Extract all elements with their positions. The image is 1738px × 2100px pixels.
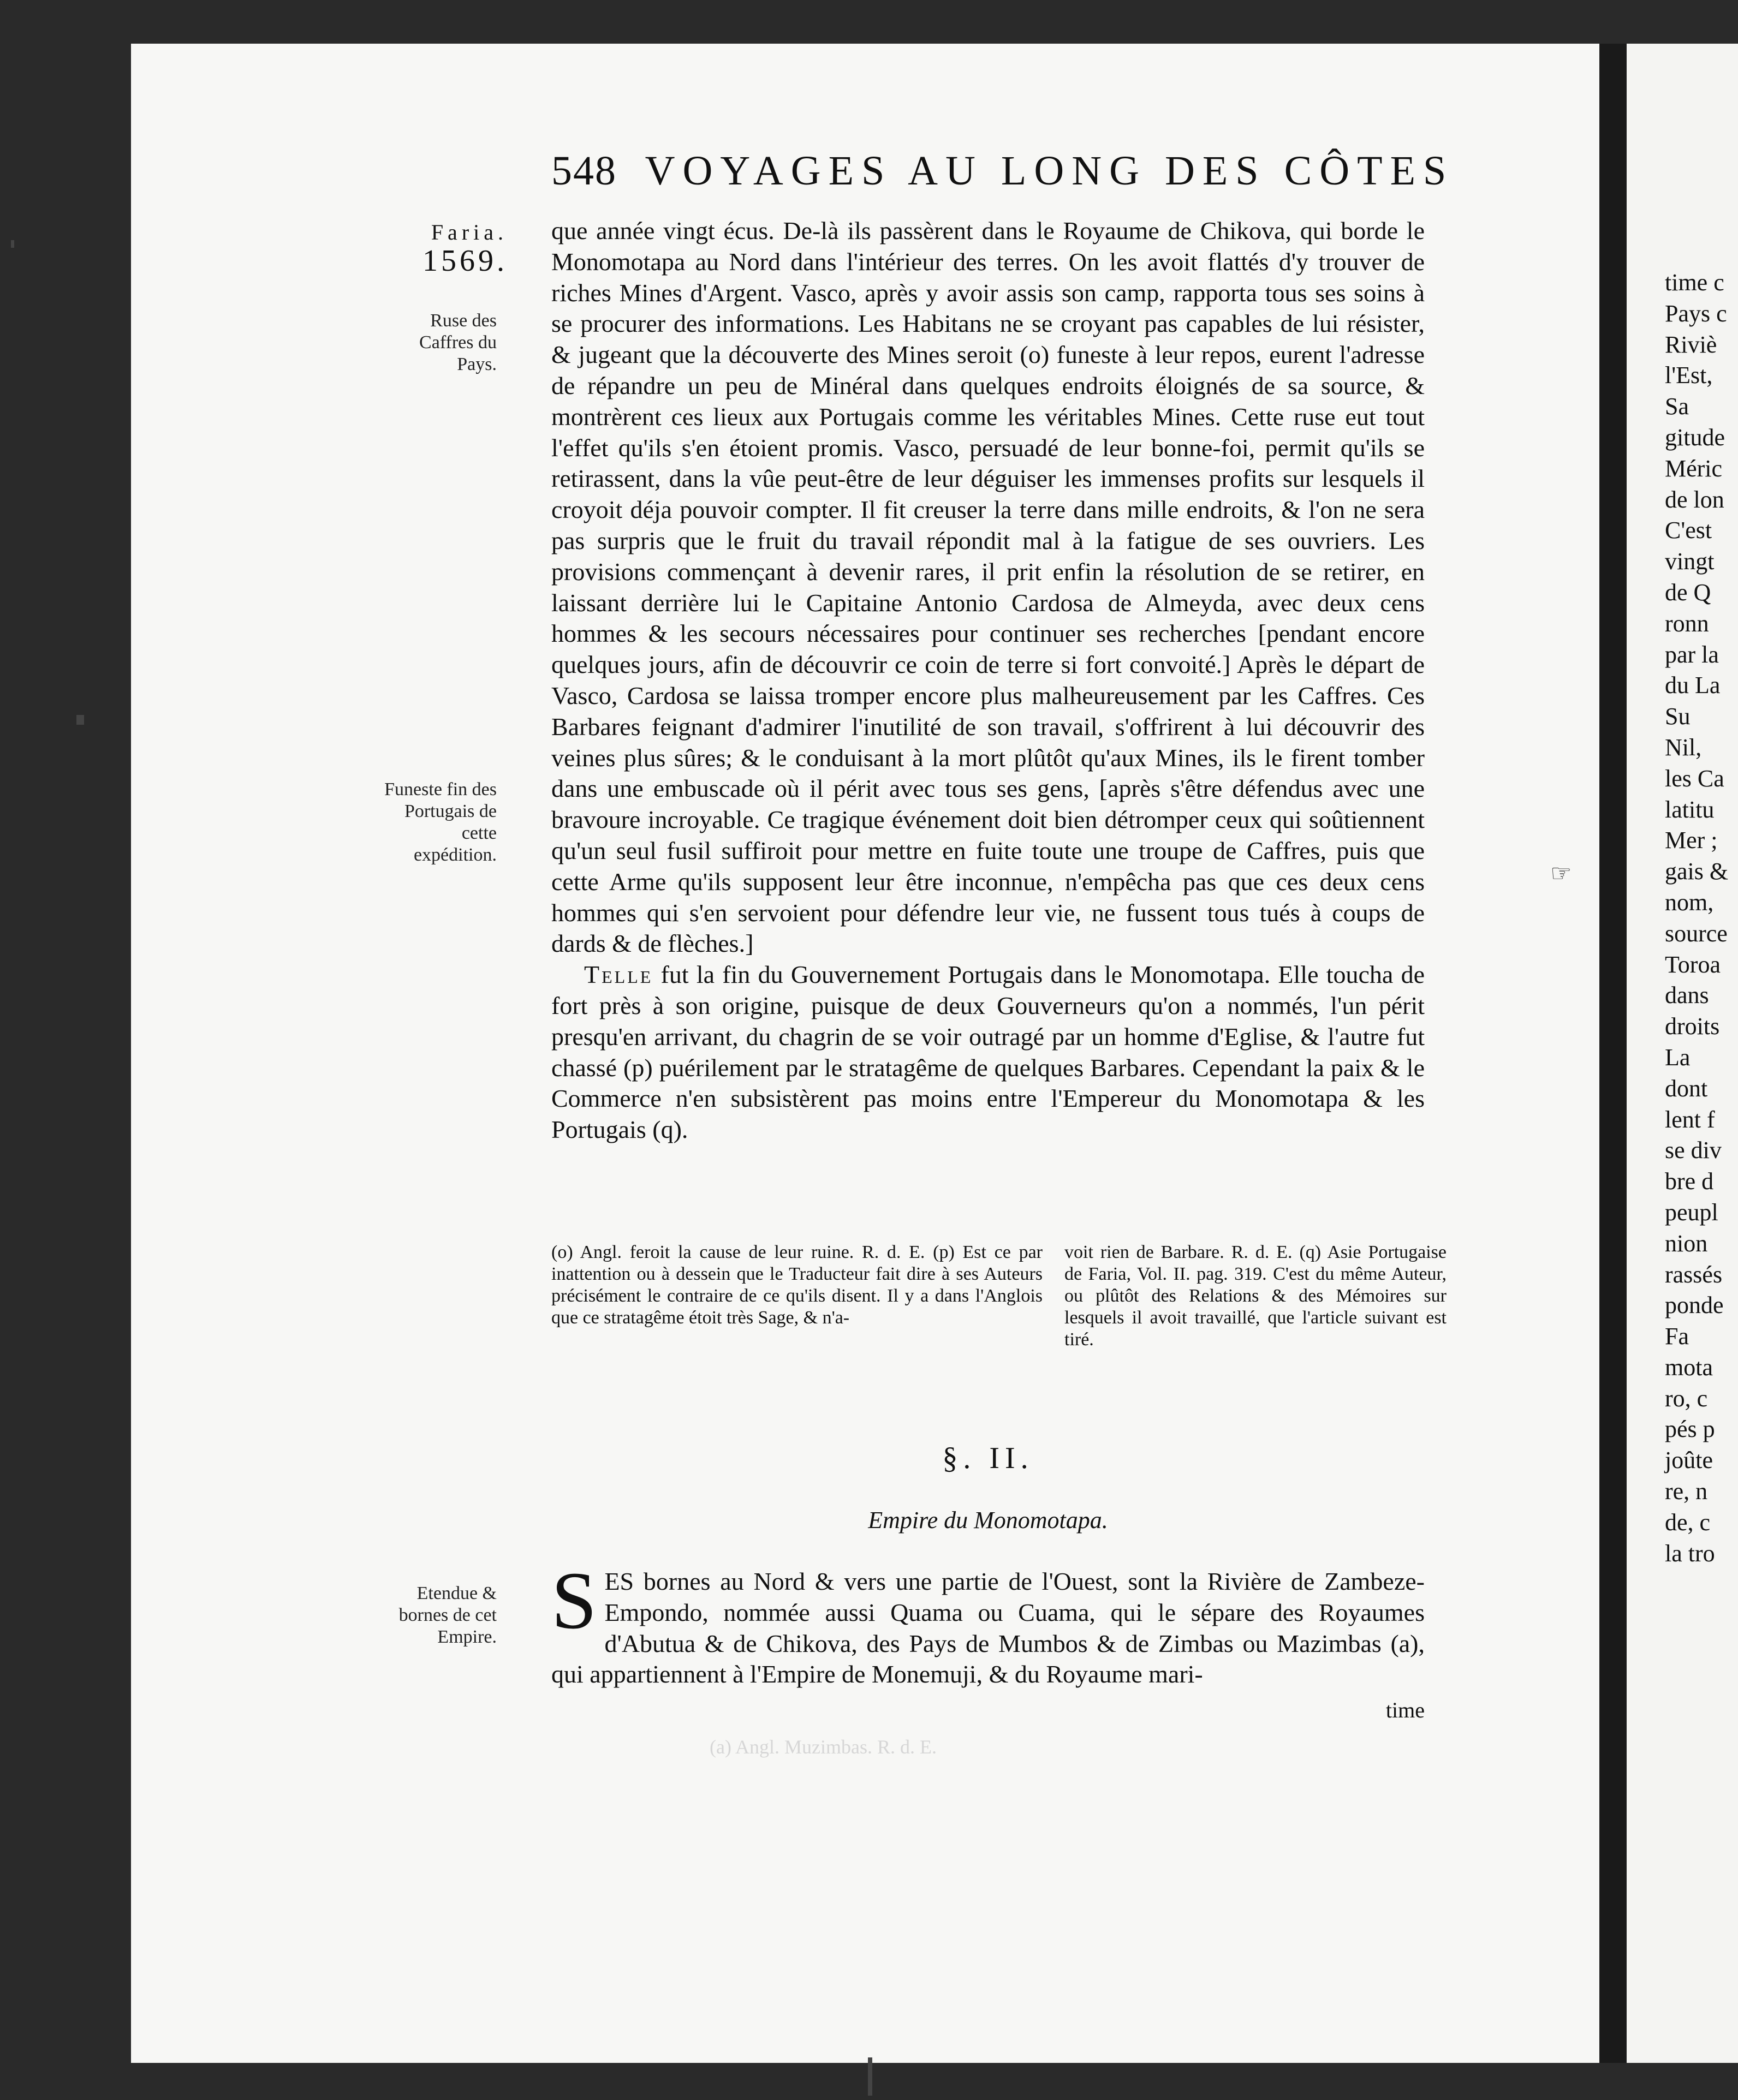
paragraph-2 (551, 959, 1425, 1146)
catchword: time (1385, 1698, 1425, 1722)
running-header (551, 147, 1457, 195)
section-paragraph (551, 1555, 1425, 1690)
faded-footnote: (a) Angl. Muzimbas. R. d. E. (710, 1736, 937, 1758)
margin-note-etendue: Etendue & bornes de cet Empire. (398, 1583, 497, 1647)
margin-mark (76, 715, 84, 725)
facing-page-text: time c Pays c Riviè l'Est, Sa gitude Méric de lon C'est vingt de Q ronn par la du La Su Nil, les Ca latitu Mer ; gais & nom, source Toroa dans droits La dont lent f se div bre d peupl nion rassés ponde Fa mota ro, c pés p joûte re, n de, c la tro (1665, 269, 1729, 1567)
running-title: VOYAGES AU LONG DES CÔTES (645, 148, 1454, 194)
drop-cap: S (551, 1555, 597, 1646)
margin-author-name: Faria. (431, 220, 508, 244)
paragraph-2-lead: Telle (584, 960, 653, 989)
paragraph-1: que année vingt écus. De-là ils passèrent dans le Royaume de Chikova, qui borde le Monomotapa au Nord dans l'intérieur des terres. On les avoit flattés d'y trouver de riches Mines d'Argent. Vasco, après y avoir assis son camp, rapporta tous ses soins à se procurer des informations. Les Habitans ne se croyant pas capables de lui résister, & jugeant que la découverte des Mines seroit (o) funeste à leur repos, eurent l'adresse de répandre un peu de Minéral dans quelques endroits éloignés de sa source, & montrèrent ces lieux aux Portugais comme les véritables Mines. Cette ruse eut tout l'effet qu'ils s'en étoient promis. Vasco, persuadé de leur bonne-foi, permit qu'ils se retirassent, dans la vûe peut-être de leur déguiser les immenses profits sur lesquels il croyoit déja pouvoir compter. Il fit creuser la terre dans mille endroits, & l'on ne sera pas surpris que le fruit du travail répondit mal à la fatigue de ses ouvriers. Les provisions commençant à devenir rares, il prit enfin la résolution de se retirer, en laissant derrière lui le Capitaine Antonio Cardosa de Almeyda, avec deux cens hommes & les secours nécessaires pour continuer ses recherches [pendant encore quelques jours, afin de découvrir ce coin de terre si fort convoité.] Après le départ de Vasco, Cardosa se laissa tromper encore plus malheureusement par les Caffres. Ces Barbares feignant d'admirer l'inutilité de son travail, s'offrirent à lui découvrir des veines plus sûres; & le conduisant à la mort plûtôt qu'aux Mines, ils le firent tomber dans une embuscade où il périt avec tous ses gens, [après s'être défendus avec une bravoure incroyable. Ce tragique événement doit bien détromper ceux qui soûtiennent qu'un seul fusil suffiroit pour mettre en fuite toute une troupe de Caffres, puis que cette Arme qu'ils supposent leur être inconnue, n'empêcha pas que ces deux cens hommes qui s'en servoient pour défendre leur vie, ne fussent tous tués à coups de dards & de flèches.] (551, 217, 1425, 958)
section-paragraph-text: ES bornes au Nord & vers une partie de l'Ouest, sont la Rivière de Zambeze-Empondo, nommée aussi Quama ou Cuama, qui le sépare des Royaumes d'Abutua & de Chikova, des Pays de Mumbos & de Zimbas ou Mazimbas (a), qui appartiennent à l'Empire de Monemuji, & du Royaume mari- (551, 1567, 1425, 1689)
margin-year: 1569. (422, 244, 508, 278)
section-number: §. II. (942, 1441, 1034, 1475)
manicule-icon: ☞ (1550, 860, 1572, 887)
section-title: Empire du Monomotapa. (868, 1507, 1108, 1534)
margin-note-funeste: Funeste fin des Portugais de cette expédition. (384, 779, 497, 865)
page-number: 548 (551, 148, 617, 194)
book-gutter (1599, 44, 1627, 2063)
footnotes-left: (o) Angl. feroit la cause de leur ruine. R. d. E. (p) Est ce par inattention ou à dessein que le Traducteur fait dire à ses Auteurs précisément le contraire de ce qu'ils disent. Il y a dans l'Anglois que ce stratagême étoit très Sage, & n'a- (551, 1242, 1043, 1328)
main-text (551, 216, 1425, 1146)
margin-author (393, 218, 508, 278)
margin-mark (868, 2057, 872, 2096)
paragraph-2-text: fut la fin du Gouvernement Portugais dans le Monomotapa. Elle toucha de fort près à son origine, puisque de deux Gouverneurs qu'on a nommés, l'un périt presqu'en arrivant, du chagrin de se voir outragé par un homme d'Eglise, & l'autre fut chassé (p) puérilement par le stratagême de quelques Barbares. Cependant la paix & le Commerce n'en subsistèrent pas moins entre l'Empereur du Monomotapa & les Portugais (q). (551, 960, 1425, 1144)
margin-mark (11, 240, 14, 248)
facing-page (1627, 44, 1738, 2063)
margin-note-ruse: Ruse des Caffres du Pays. (419, 311, 497, 374)
footnotes-right: voit rien de Barbare. R. d. E. (q) Asie Portugaise de Faria, Vol. II. pag. 319. C'est du même Auteur, ou plûtôt des Relations & des Mémoires sur lesquels il avoit travaillé, que l'article suivant est tiré. (1064, 1242, 1447, 1350)
